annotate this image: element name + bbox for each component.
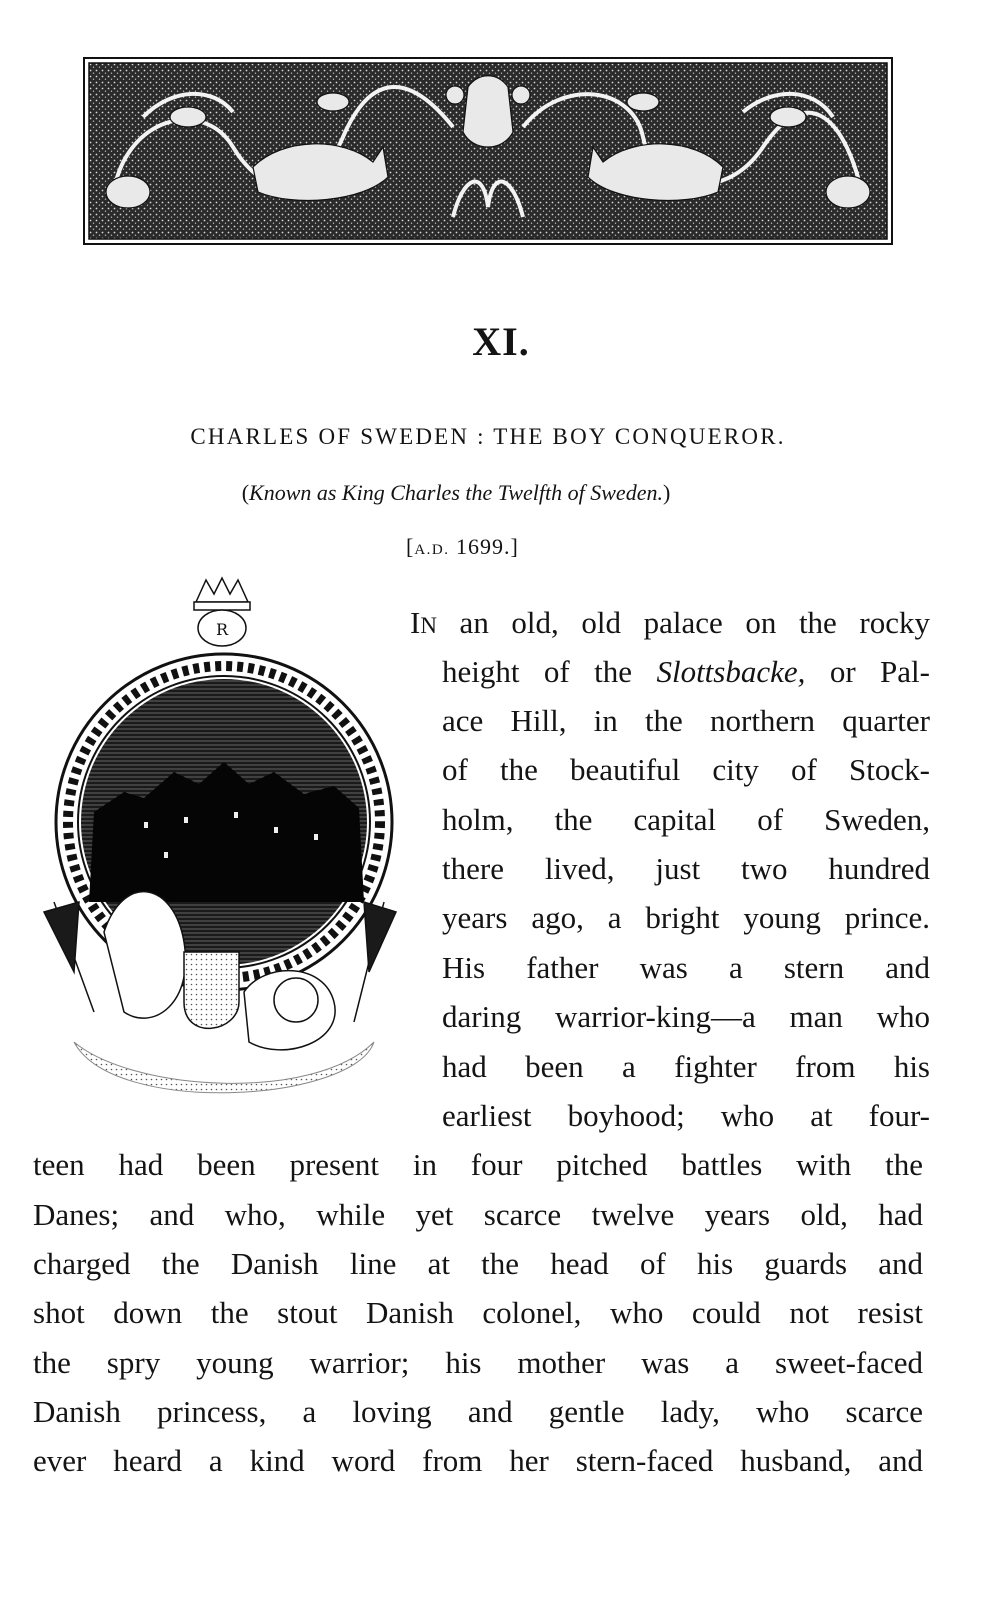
body-line-12: teen had been present in four pitched battles with the [33,1147,923,1182]
body-line-9: daring warrior-king—a man who [442,999,930,1034]
body-line-16: the spry young warrior; his mother was a sweet-faced [33,1345,923,1380]
palace-vignette-illustration [34,572,406,1128]
body-line-10: had been a fighter from his [442,1049,930,1084]
body-line-5: holm, the capital of Sweden, [442,802,930,837]
svg-text:R: R [215,620,229,639]
body-line-2: height of the Slottsbacke, or Pal- [442,654,930,689]
crown-icon [194,578,250,646]
body-line-3: ace Hill, in the northern quarter [442,703,930,738]
ornamental-banner [83,57,893,245]
chapter-date: [A.D. 1699.] [406,534,519,559]
body-line-6: there lived, just two hundred [442,851,930,886]
body-line-4: of the beautiful city of Stock- [442,752,930,787]
body-line-11: earliest boyhood; who at four- [442,1098,930,1133]
chapter-subtitle-italic: Known as King Charles the Twelfth of Sweden. [249,480,663,505]
body-line-18: ever heard a kind word from her stern-faced husband, and [33,1443,923,1478]
chapter-number: XI. [472,319,530,364]
chapter-title: CHARLES OF SWEDEN : THE BOY CONQUEROR. [190,424,786,449]
body-line-1: IN an old, old palace on the rocky [410,605,930,640]
body-line-13: Danes; and who, while yet scarce twelve years old, had [33,1197,923,1232]
body-line-15: shot down the stout Danish colonel, who could not resist [33,1295,923,1330]
body-line-8: His father was a stern and [442,950,930,985]
body-line-14: charged the Danish line at the head of his guards and [33,1246,923,1281]
chapter-subtitle: (Known as King Charles the Twelfth of Sweden.) [241,480,671,505]
body-line-17: Danish princess, a loving and gentle lady, who scarce [33,1394,923,1429]
body-line-7: years ago, a bright young prince. [442,900,930,935]
